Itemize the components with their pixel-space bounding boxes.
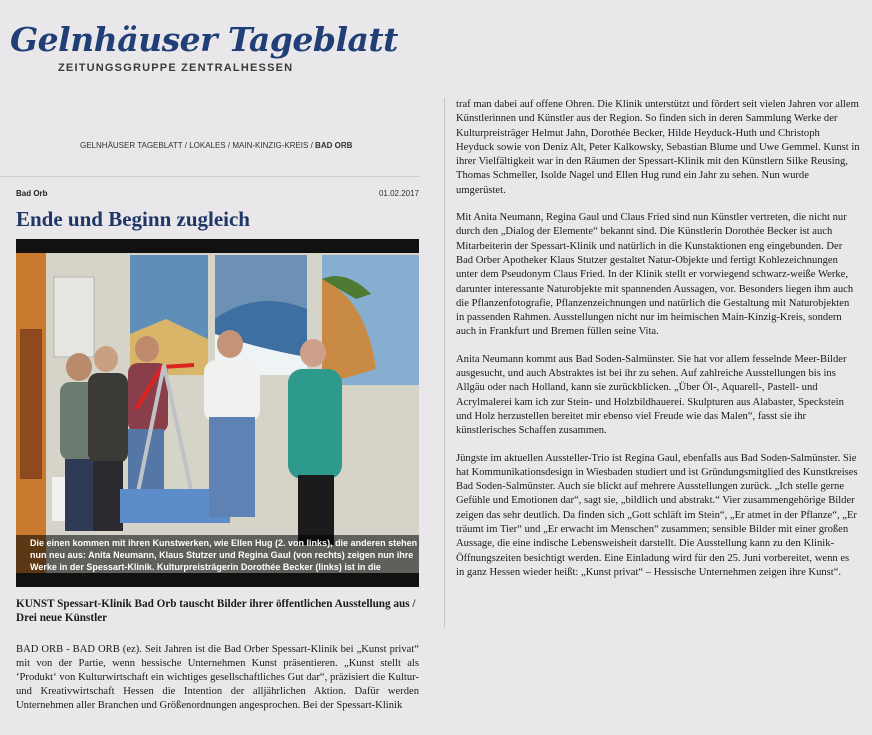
newspaper-logo[interactable]: Gelnhäuser Tageblatt <box>10 20 398 59</box>
breadcrumb-item-main-kinzig-kreis[interactable]: MAIN-KINZIG-KREIS <box>232 141 309 150</box>
photo-caption: Die einen kommen mit ihren Kunstwerken, wie Ellen Hug (2. von links), die anderen stehen nun neu aus: Anita Neumann, Klaus Stutzer und Regina Gaul (von rechts) zeigen nun ihre Werke in der Spessart-Klinik. Kulturpreisträgerin Dorothée Becker (links) ist in die <box>16 535 419 573</box>
article-card <box>0 176 420 717</box>
article-headline: Ende und Beginn zugleich <box>16 207 250 231</box>
breadcrumb-current: BAD ORB <box>315 141 353 150</box>
article-meta <box>16 189 419 198</box>
article-paragraph: traf man dabei auf offene Ohren. Die Klinik unterstützt und fördert seit vielen Jahren vor allem Künstlerinnen und Künstler aus der Region. So finden sich in deren Sammlung Werke der Kulturpreisträger Helmut Jahn, Dorothée Becker, Hilde Heyduck-Huth und Christoph Heyduck sowie von Deniz Alt, Peter Kalkowsky, Sebastian Blume und Uwe Gemmel. Kunst in ihrer Vielfältigkeit war in den Räumen der Spessart-Klinik mit den Künstlern Silke Reusing, Thomas Schmeller, Isolde Nagel und Ellen Hug rund ein Jahr zu sehen. Nun wurde umgerüstet. <box>456 99 860 196</box>
article-paragraph: Mit Anita Neumann, Regina Gaul und Claus Fried sind nun Künstler vertreten, die nicht nur durch den „Dialog der Elemente“ bekannt sind. Die Künstlerin Dorothée Becker ist auch Mitarbeiterin der Spessart-Klinik und natürlich in die Kunstaktionen eng eingebunden. Der Bad Orber Apotheker Klaus Stutzer gestaltet Natur-Objekte und fertigt Kohlezeichnungen unter dem Pseudonym Claus Fried. In der Klinik stellt er vorwiegend schwarz-weiße Werke, darunter interessante Naturobjekte mit spannenden Aussagen, vor. Besonders liegen ihm auch die Pflanzenfotografie, Pflanzenzeichnungen und natürlich die Gestaltung mit Naturobjekten in passenden Rahmen. Ausstellungen nicht nur im heimischen Main-Kinzig-Kreis, sondern auch in Frankfurt und Bremen füllen seine Vita. <box>456 212 854 338</box>
column-divider <box>444 98 445 628</box>
article-body <box>456 98 860 593</box>
masthead <box>10 18 398 74</box>
breadcrumb-item-gelnhaeuser-tageblatt[interactable]: GELNHÄUSER TAGEBLATT <box>80 141 183 150</box>
breadcrumb <box>80 141 352 150</box>
publisher-tagline: ZEITUNGSGRUPPE ZENTRALHESSEN <box>58 62 294 74</box>
breadcrumb-item-lokales[interactable]: LOKALES <box>189 141 226 150</box>
article-teaser: KUNST Spessart-Klinik Bad Orb tauscht Bilder ihrer öffentlichen Ausstellung aus / Drei neue Künstler <box>16 598 416 624</box>
article-lead-paragraph: BAD ORB - BAD ORB (ez). Seit Jahren ist die Bad Orber Spessart-Klinik bei „Kunst privat“ mit von der Partie, wenn hessische Unternehmen Kunst präsentieren. „Kunst stellt als ‘Produkt‘ von Kulturwirtschaft ein wichtiges gesellschaftliches Gut dar“, präzisiert die Kultur- und Kreativwirtschaft Hessen die Intention der alljährlichen Aktion. Dafür werden Unternehmen aller Branchen und Größenordnungen angesprochen. Bei der Spessart-Klinik <box>16 644 419 711</box>
breadcrumb-separator: / <box>308 141 316 150</box>
breadcrumb-separator: / <box>225 141 233 150</box>
breadcrumb-separator: / <box>182 141 190 150</box>
article-date: 01.02.2017 <box>378 189 419 198</box>
article-photo <box>16 239 419 587</box>
article-section: Bad Orb <box>16 189 48 198</box>
article-paragraph: Anita Neumann kommt aus Bad Soden-Salmünster. Sie hat vor allem fesselnde Meer-Bilder ausgesucht, und auch Abstraktes ist bei ihr zu sehen. Auf zahlreiche Ausstellungen bis ins Allgäu oder nach Holland, kann sie zurückblicken. „Über Öl-, Aquarell-, Pastell- und Acrylmalerei kam ich zur Stein- und Holzbildhauerei. Skulpturen aus Alabaster, Speckstein und Holz herzustellen bereitet mir ebenso viel Freude wie das Malen“, fasst sie ihr künstlerisches Schaffen zusammen. <box>456 353 847 437</box>
article-paragraph: Jüngste im aktuellen Aussteller-Trio ist Regina Gaul, ebenfalls aus Bad Soden-Salmünster. Sie hat Kommunikationsdesign in Wiesbaden studiert und ist Gründungsmitglied des Kunstkreises Bad Soden-Salmünster. Auch sie blickt auf mehrere Ausstellungen zurück. „Ich stelle gerne Gefühle und Emotionen dar“, sagt sie, „bildlich und abstrakt.“ Vier zusammengehörige Bilder zeigen das sehr deutlich. Da finden sich „Gott schläft im Stein“, „Er atmet in der Pflanze“, „Er träumt im Tier“ und „Er erwacht im Menschen“ zusammen; sensible Bilder mit einer großen Aussage, die eine indische Lebensweisheit darstellt. Die Ausstellung kann zu den Klinik-Öffnungszeiten besichtigt werden. Eine Einladung wird für den 25. Juni vorbereitet, wenn es in ganz Hessen wieder heißt: „Kunst privat“ – Hessische Unternehmen zeigen ihre Kunst“. <box>456 452 858 578</box>
